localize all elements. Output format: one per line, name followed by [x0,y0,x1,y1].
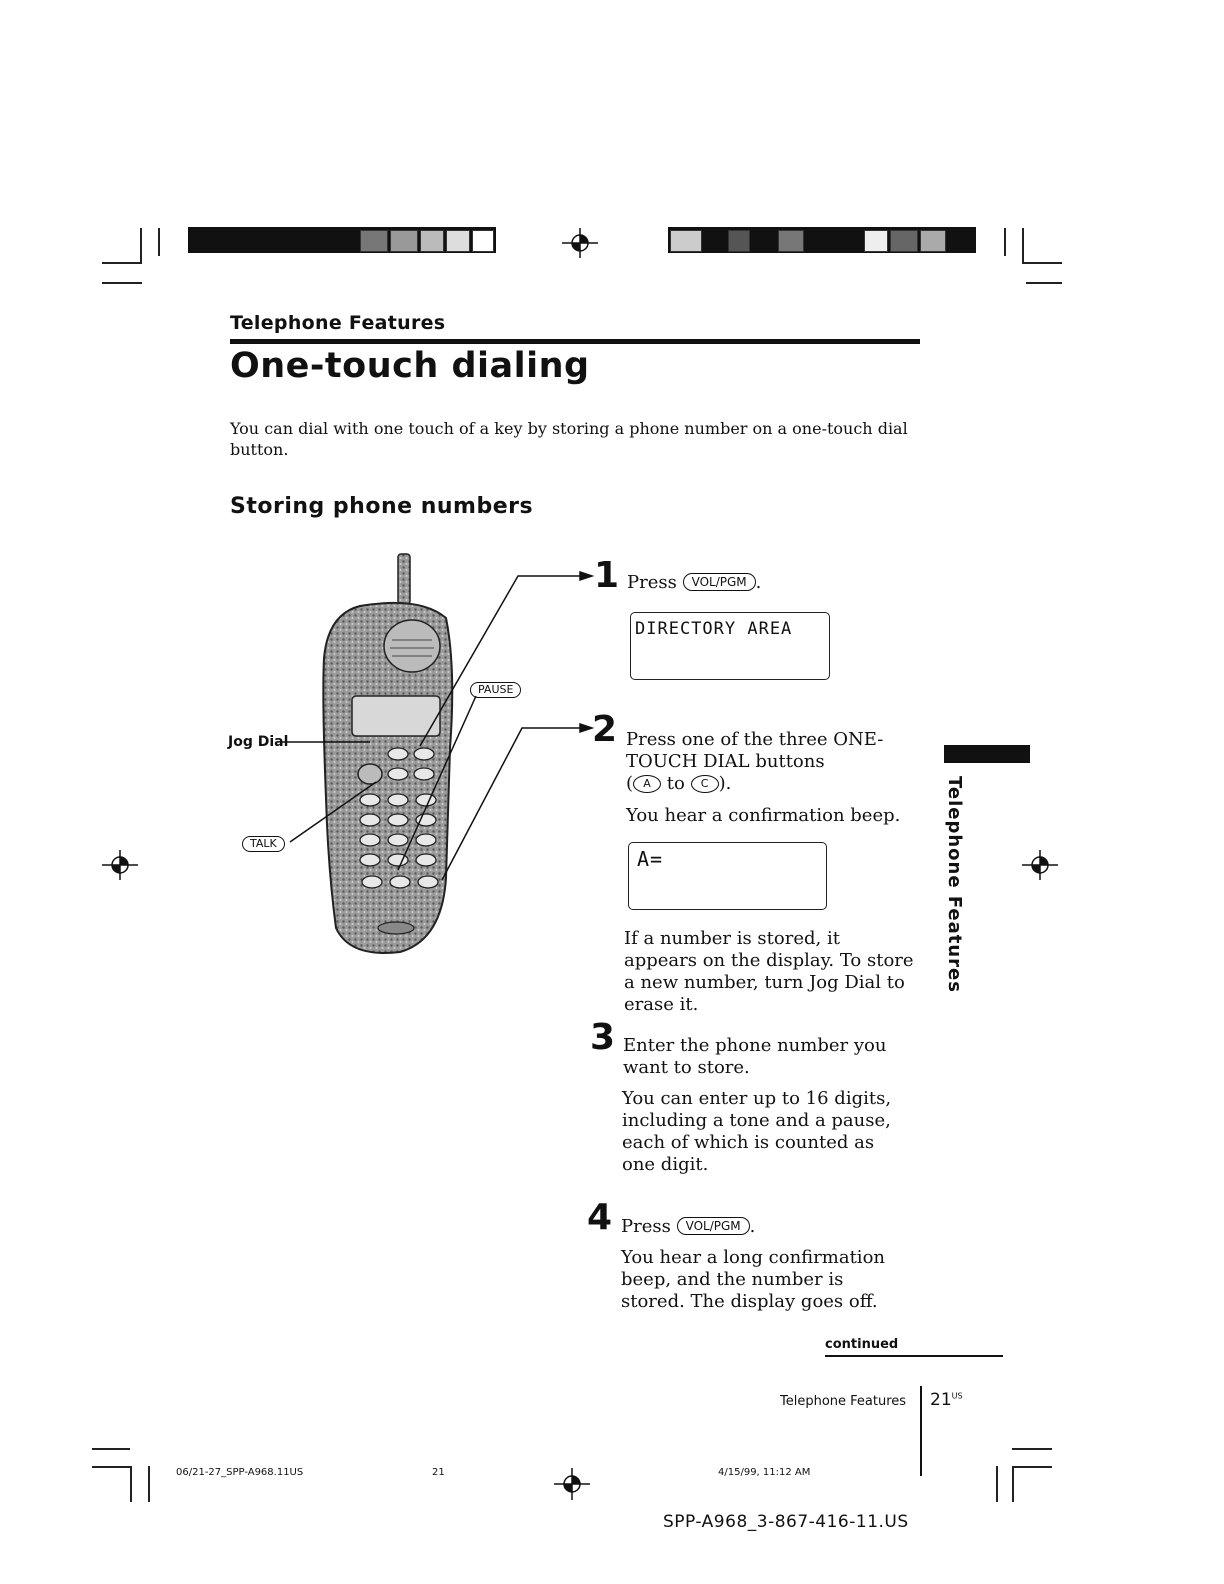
registration-target-icon [552,1466,592,1502]
step-3-number: 3 [590,1017,616,1058]
registration-target-icon [560,226,600,260]
step-4-number: 4 [587,1197,613,1238]
one-touch-c-key: C [691,775,719,793]
slug-code: SPP-A968_3-867-416-11.US [663,1512,909,1532]
lcd-display-text: A= [637,847,664,871]
step-3-detail: You can enter up to 16 digits, including a tone and a pause, each of which is counted as one digit. [622,1088,892,1175]
lcd-display-step-1 [630,612,830,680]
one-touch-a-key: A [633,775,661,793]
section-label: Telephone Features [230,312,446,334]
color-registration-bar-left [188,227,496,253]
step-3-text: Enter the phone number you want to store. [623,1035,887,1078]
registration-target-icon [1020,848,1060,882]
slug-timestamp: 4/15/99, 11:12 AM [718,1467,811,1478]
vol-pgm-key: VOL/PGM [677,1217,750,1235]
color-registration-bar-right [668,227,976,253]
talk-key-callout: TALK [242,836,285,852]
header-rule [230,339,920,344]
step-2-text: Press one of the three ONE-TOUCH DIAL buttons [626,729,884,772]
lcd-display-text: DIRECTORY AREA [635,619,793,639]
continued-rule [825,1355,1003,1357]
side-tab-label: Telephone Features [944,776,965,993]
step-1-press-label: Press [627,572,677,593]
pause-key-callout: PAUSE [470,682,521,698]
lcd-display-step-2 [628,842,827,910]
continued-label: continued [825,1337,899,1352]
footer-divider [920,1386,922,1476]
step-4-detail: You hear a long confirmation beep, and the number is stored. The display goes off. [621,1247,885,1312]
side-tab-marker [944,745,1030,763]
step-1-text: Press VOL/PGM . [627,572,762,593]
leader-lines [280,560,600,900]
registration-target-icon [100,848,140,882]
slug-page: 21 [432,1467,445,1478]
step-4-press-label: Press [621,1216,671,1237]
sub-heading: Storing phone numbers [230,494,534,519]
step-2-button-range: ( A to C ). [626,773,732,794]
step-1-number: 1 [594,555,620,596]
step-4-text: Press VOL/PGM . [621,1216,756,1237]
page-number: $21^{US}$ [930,1390,963,1410]
vol-pgm-key: VOL/PGM [683,573,756,591]
step-2-number: 2 [592,709,618,750]
step-2-detail: If a number is stored, it appears on the display. To store a new number, turn Jog Dial to erase it. [624,928,914,1015]
step-2-note: You hear a confirmation beep. [626,805,901,826]
page-title: One-touch dialing [230,346,590,386]
slug-file: 06/21-27_SPP-A968.11US [176,1467,304,1478]
footer-section-label: Telephone Features [780,1394,907,1409]
intro-paragraph: You can dial with one touch of a key by storing a phone number on a one-touch dial button. [230,419,908,459]
jog-dial-callout: Jog Dial [228,734,289,750]
